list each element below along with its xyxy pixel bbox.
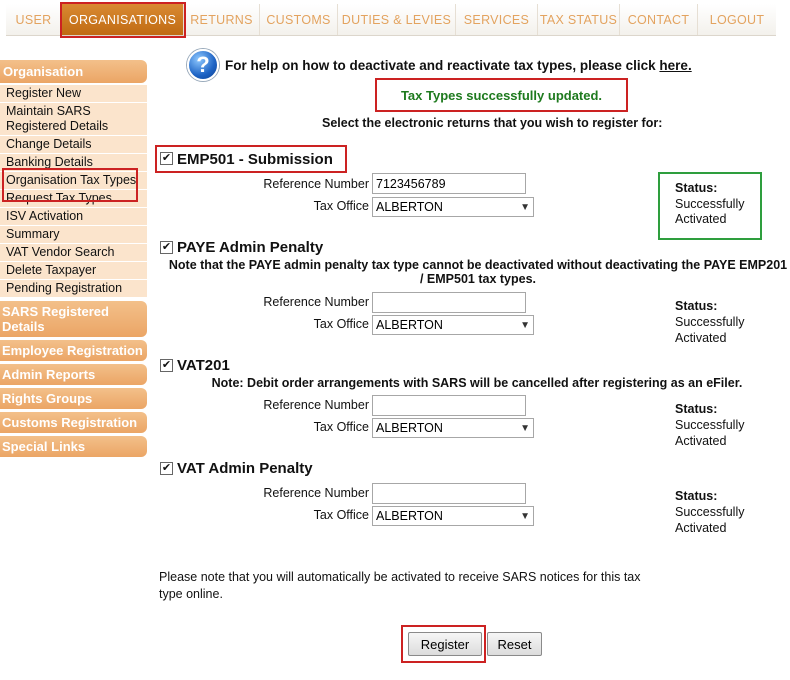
emp501-reference-input[interactable]: 7123456789	[372, 173, 526, 194]
vat201-checkbox[interactable]: ✔	[161, 359, 172, 371]
register-button[interactable]: Register	[408, 632, 482, 656]
sidebar-item-delete-taxpayer[interactable]: Delete Taxpayer	[0, 262, 147, 280]
emp501-checkbox[interactable]: ✔	[161, 152, 172, 164]
chevron-down-icon: ▼	[520, 422, 530, 434]
sidebar-group-rights-groups[interactable]: Rights Groups	[0, 388, 147, 409]
sidebar-heading: Organisation	[0, 60, 147, 83]
emp501-tax-office-label: Tax Office	[313, 199, 369, 213]
register-prompt: Select the electronic returns that you wish to register for:	[322, 116, 663, 130]
vat-admin-status-label: Status:	[675, 489, 718, 503]
emp501-title: EMP501 - Submission	[177, 151, 333, 168]
emp501-reference-label: Reference Number	[263, 177, 369, 191]
vat-admin-reference-input[interactable]	[372, 483, 526, 504]
help-text	[225, 58, 692, 73]
vat201-tax-office-select[interactable]	[372, 418, 534, 438]
chevron-down-icon: ▼	[520, 201, 530, 213]
sidebar-item-maintain-sars-details[interactable]: Maintain SARS Registered Details	[0, 103, 147, 136]
vat201-reference-input[interactable]	[372, 395, 526, 416]
reset-button[interactable]: Reset	[487, 632, 542, 656]
sidebar	[0, 60, 147, 457]
tab-returns[interactable]: RETURNS	[184, 4, 260, 35]
vat201-tax-office-label: Tax Office	[313, 420, 369, 434]
sidebar-group-special-links[interactable]: Special Links	[0, 436, 147, 457]
sidebar-item-organisation-tax-types[interactable]: Organisation Tax Types	[0, 172, 147, 190]
vat-admin-status-value-1: Successfully	[675, 505, 745, 519]
paye-admin-penalty-title: PAYE Admin Penalty	[177, 239, 324, 256]
vat201-status-label: Status:	[675, 402, 718, 416]
sidebar-group-employee-registration[interactable]: Employee Registration	[0, 340, 147, 361]
paye-status-value-2: Activated	[675, 331, 727, 345]
paye-reference-label: Reference Number	[263, 295, 369, 309]
emp501-tax-office-select[interactable]	[372, 197, 534, 217]
vat201-status-value-2: Activated	[675, 434, 727, 448]
success-message: Tax Types successfully updated.	[400, 88, 603, 103]
paye-tax-office-select[interactable]	[372, 315, 534, 335]
sidebar-item-change-details[interactable]: Change Details	[0, 136, 147, 154]
sidebar-item-request-tax-types[interactable]: Request Tax Types	[0, 190, 147, 208]
paye-reference-input[interactable]	[372, 292, 526, 313]
chevron-down-icon: ▼	[520, 510, 530, 522]
vat201-status-value-1: Successfully	[675, 418, 745, 432]
vat201-reference-label: Reference Number	[263, 398, 369, 412]
highlight-organisation-tax-types	[2, 168, 138, 202]
sidebar-item-pending-registration[interactable]: Pending Registration	[0, 280, 147, 298]
tab-customs[interactable]: CUSTOMS	[260, 4, 338, 35]
vat-admin-status-value-2: Activated	[675, 521, 727, 535]
emp501-tax-office-value: ALBERTON	[376, 200, 443, 214]
emp501-status-value-2: Activated	[675, 212, 727, 226]
sidebar-item-vat-vendor-search[interactable]: VAT Vendor Search	[0, 244, 147, 262]
highlight-organisations-tab	[60, 2, 186, 38]
paye-status-value-1: Successfully	[675, 315, 745, 329]
emp501-status-label: Status:	[675, 181, 718, 195]
tab-organisations[interactable]: ORGANISATIONS	[62, 4, 184, 35]
sidebar-item-banking-details[interactable]: Banking Details	[0, 154, 147, 172]
vat-admin-tax-office-value: ALBERTON	[376, 509, 443, 523]
tab-contact[interactable]: CONTACT	[620, 4, 698, 35]
vat201-note: Note: Debit order arrangements with SARS will be cancelled after registering as an eFiler.	[211, 376, 743, 390]
help-link[interactable]: here.	[659, 58, 692, 73]
sidebar-item-isv-activation[interactable]: ISV Activation	[0, 208, 147, 226]
chevron-down-icon: ▼	[520, 319, 530, 331]
paye-admin-penalty-checkbox[interactable]: ✔	[161, 241, 172, 253]
paye-status-label: Status:	[675, 299, 718, 313]
vat-admin-reference-label: Reference Number	[263, 486, 369, 500]
sidebar-item-register-new[interactable]: Register New	[0, 85, 147, 103]
vat-admin-penalty-checkbox[interactable]: ✔	[161, 462, 172, 474]
vat201-title: VAT201	[177, 357, 230, 374]
tab-logout[interactable]: LOGOUT	[698, 4, 776, 35]
tab-user[interactable]: USER	[6, 4, 62, 35]
tab-tax-status[interactable]: TAX STATUS	[538, 4, 620, 35]
tab-duties-levies[interactable]: DUTIES & LEVIES	[338, 4, 456, 35]
vat-admin-penalty-title: VAT Admin Penalty	[177, 460, 313, 477]
sidebar-group-sars-registered-details[interactable]: SARS Registered Details	[0, 301, 147, 337]
vat-admin-tax-office-select[interactable]	[372, 506, 534, 526]
sidebar-group-customs-registration[interactable]: Customs Registration	[0, 412, 147, 433]
paye-tax-office-value: ALBERTON	[376, 318, 443, 332]
paye-admin-penalty-note: Note that the PAYE admin penalty tax type cannot be deactivated without deactivating the PAYE EMP201 / EMP501 tax types.	[168, 258, 788, 286]
sidebar-item-summary[interactable]: Summary	[0, 226, 147, 244]
sidebar-group-admin-reports[interactable]: Admin Reports	[0, 364, 147, 385]
emp501-status-value-1: Successfully	[675, 197, 745, 211]
help-text-label: For help on how to deactivate and reactivate tax types, please click	[225, 58, 656, 73]
vat201-tax-office-value: ALBERTON	[376, 421, 443, 435]
auto-activation-note: Please note that you will automatically be activated to receive SARS notices for this tax type online.	[159, 570, 641, 601]
vat-admin-tax-office-label: Tax Office	[313, 508, 369, 522]
paye-tax-office-label: Tax Office	[313, 317, 369, 331]
tab-services[interactable]: SERVICES	[456, 4, 538, 35]
help-icon[interactable]: ?	[187, 49, 219, 81]
